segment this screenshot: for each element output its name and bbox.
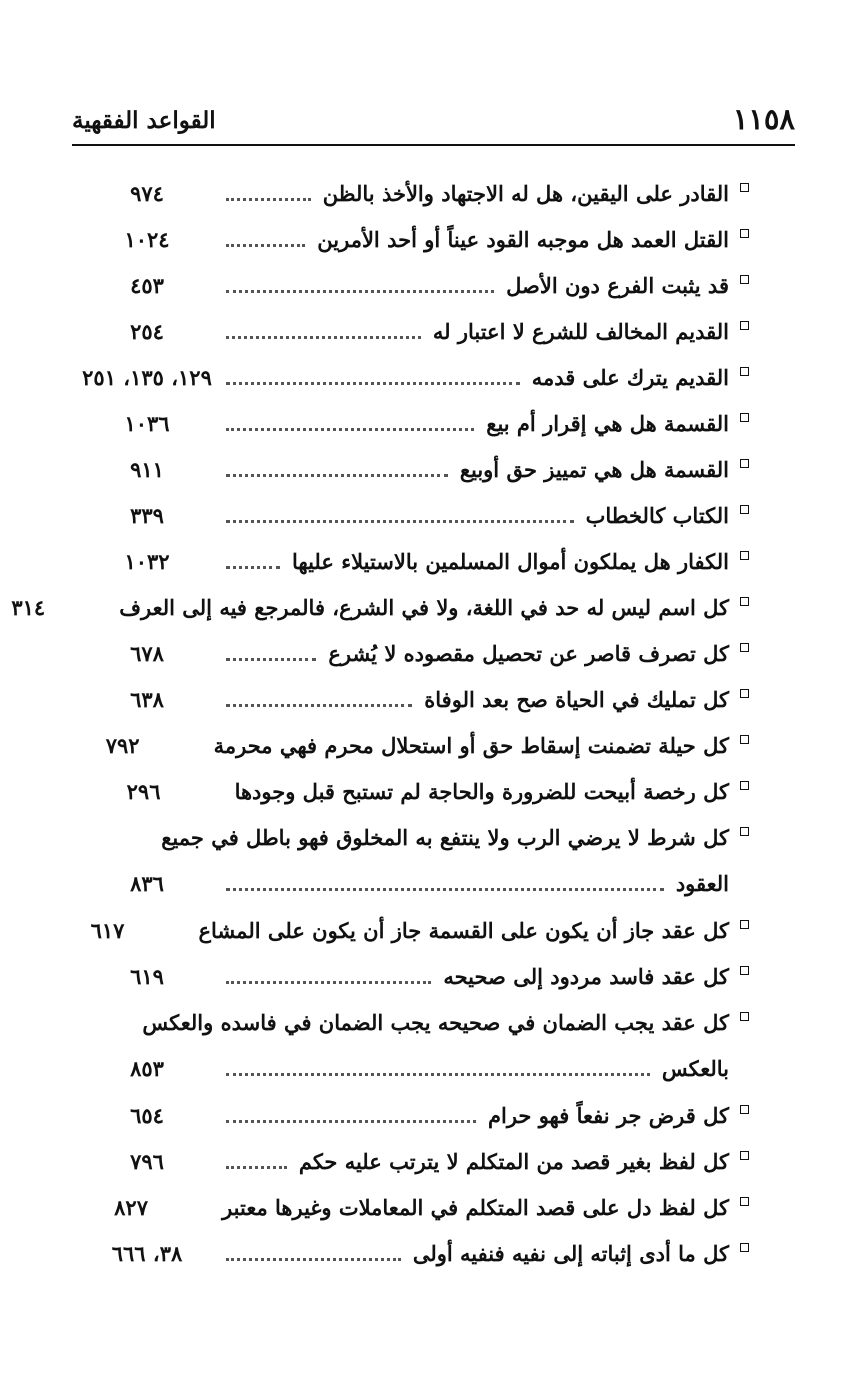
index-entries-list (11, 170, 749, 1276)
entry-line (72, 953, 729, 999)
page-reference: ٤٥٣ (130, 272, 164, 298)
index-entry (72, 492, 749, 538)
entry-line (72, 492, 729, 538)
dot-leader (226, 1120, 476, 1123)
entry-text: كل قرض جر نفعاً فهو حرام (480, 1103, 729, 1128)
dot-leader (226, 888, 664, 891)
index-entry (72, 1230, 749, 1276)
index-entry (72, 216, 749, 262)
page-reference: ٦٥٤ (130, 1102, 164, 1128)
dot-leader (226, 1073, 650, 1076)
index-entry (72, 1184, 749, 1230)
page-reference: ١٠٣٦ (124, 410, 170, 436)
entry-line (72, 354, 729, 400)
entry-text: قد يثبت الفرع دون الأصل (498, 273, 729, 298)
entry-text: كل عقد جاز أن يكون على القسمة جاز أن يكون على المشاع (191, 918, 729, 943)
page-reference: ٨٣٦ (130, 870, 164, 896)
square-bullet-icon (740, 1105, 749, 1114)
entry-line-continued (72, 1045, 729, 1091)
dot-leader (226, 704, 412, 707)
entry-text: كل اسم ليس له حد في اللغة، ولا في الشرع، فالمرجع فيه إلى العرف (111, 595, 729, 620)
page-reference: ٢٥٤ (130, 318, 164, 344)
entry-text: كل عقد فاسد مردود إلى صحيحه (435, 964, 729, 989)
index-entry (72, 1138, 749, 1184)
index-entry (72, 400, 749, 446)
square-bullet-icon (740, 413, 749, 422)
square-bullet-icon (740, 505, 749, 514)
entry-text: كل شرط لا يرضي الرب ولا ينتفع به المخلوق فهو باطل في جميع (153, 825, 729, 850)
square-bullet-icon (740, 597, 749, 606)
index-entry (72, 308, 749, 354)
square-bullet-icon (740, 920, 749, 929)
entry-line (72, 722, 729, 768)
entry-text: كل تمليك في الحياة صح بعد الوفاة (416, 687, 729, 712)
entry-text: كل عقد يجب الضمان في صحيحه يجب الضمان في فاسده والعكس (134, 1010, 729, 1035)
entry-line (72, 676, 729, 722)
dot-leader (226, 658, 316, 661)
entry-line (72, 170, 729, 216)
square-bullet-icon (740, 781, 749, 790)
entry-text: القديم يترك على قدمه (524, 365, 729, 390)
page-header (72, 92, 795, 146)
square-bullet-icon (740, 229, 749, 238)
page-reference: ٢٩٦ (126, 778, 161, 804)
square-bullet-icon (740, 1151, 749, 1160)
index-entry (72, 676, 749, 722)
dot-leader (226, 336, 421, 339)
entry-line (72, 999, 729, 1045)
dot-leader (226, 290, 494, 293)
entry-line (72, 262, 729, 308)
square-bullet-icon (740, 1243, 749, 1252)
index-entry (72, 768, 749, 814)
entry-line (72, 768, 729, 814)
square-bullet-icon (740, 689, 749, 698)
index-entry (72, 953, 749, 999)
square-bullet-icon (740, 551, 749, 560)
dot-leader (226, 981, 431, 984)
page-reference: ١٠٣٢ (124, 548, 170, 574)
entry-line (11, 584, 729, 630)
dot-leader (226, 566, 280, 569)
entry-text: كل لفظ بغير قصد من المتكلم لا يترتب عليه حكم (291, 1149, 729, 1174)
entry-line (72, 1092, 729, 1138)
index-entry (72, 170, 749, 216)
entry-text: القسمة هل هي إقرار أم بيع (478, 411, 729, 436)
page-reference: ٦١٩ (130, 963, 164, 989)
entry-line-continued (72, 860, 729, 906)
index-entry (72, 630, 749, 676)
page-reference: ٨٥٣ (130, 1055, 164, 1081)
entry-text: كل رخصة أبيحت للضرورة والحاجة لم تستبح قبل وجودها (227, 779, 729, 804)
entry-text: الكفار هل يملكون أموال المسلمين بالاستيلاء عليها (284, 549, 729, 574)
entry-line (72, 1138, 729, 1184)
square-bullet-icon (740, 1197, 749, 1206)
index-entry (72, 907, 749, 953)
square-bullet-icon (740, 735, 749, 744)
square-bullet-icon (740, 643, 749, 652)
square-bullet-icon (740, 966, 749, 975)
entry-line (72, 216, 729, 262)
entry-line (72, 308, 729, 354)
page-reference: ٦٣٨ (130, 686, 164, 712)
entry-line (72, 1230, 729, 1276)
page-reference: ٦١٧ (90, 917, 125, 943)
square-bullet-icon (740, 459, 749, 468)
square-bullet-icon (740, 183, 749, 192)
dot-leader (226, 474, 448, 477)
page-reference: ٩٧٤ (130, 180, 164, 206)
page-reference: ٣٨، ٦٦٦ (111, 1240, 183, 1266)
index-entry (72, 446, 749, 492)
dot-leader (226, 382, 520, 385)
page-reference: ١٠٢٤ (124, 226, 170, 252)
page-reference: ٧٩٦ (130, 1148, 164, 1174)
square-bullet-icon (740, 827, 749, 836)
dot-leader (226, 428, 474, 431)
square-bullet-icon (740, 321, 749, 330)
index-entry (72, 722, 749, 768)
entry-line (72, 1184, 729, 1230)
page-reference: ٣١٤ (11, 594, 46, 620)
entry-line (72, 907, 729, 953)
entry-text: كل تصرف قاصر عن تحصيل مقصوده لا يُشرع (320, 641, 729, 666)
index-entry (72, 354, 749, 400)
index-entry (72, 814, 749, 907)
entry-text-continued: العقود (668, 871, 729, 896)
entry-line (72, 446, 729, 492)
entry-text: كل لفظ دل على قصد المتكلم في المعاملات وغيرها معتبر (214, 1195, 729, 1220)
entry-text: القديم المخالف للشرع لا اعتبار له (425, 319, 729, 344)
entry-line (72, 538, 729, 584)
dot-leader (226, 198, 311, 201)
page-reference: ٦٧٨ (130, 640, 164, 666)
entry-text: القادر على اليقين، هل له الاجتهاد والأخذ بالظن (315, 181, 729, 206)
page-reference: ١٢٩، ١٣٥، ٢٥١ (82, 364, 212, 390)
index-entry (72, 262, 749, 308)
page-reference: ٧٩٢ (105, 732, 140, 758)
index-entry (72, 999, 749, 1092)
entry-line (72, 630, 729, 676)
entry-text: كل ما أدى إثباته إلى نفيه فنفيه أولى (405, 1241, 729, 1266)
entry-text: القسمة هل هي تمييز حق أوبيع (452, 457, 729, 482)
square-bullet-icon (740, 367, 749, 376)
page-reference: ٩١١ (130, 456, 164, 482)
dot-leader (226, 520, 574, 523)
page-reference: ٨٢٧ (114, 1194, 148, 1220)
dot-leader (226, 1166, 287, 1169)
entry-text: كل حيلة تضمنت إسقاط حق أو استحلال محرم فهي محرمة (206, 733, 729, 758)
book-title: القواعد الفقهية (72, 107, 216, 134)
dot-leader (226, 1258, 401, 1261)
square-bullet-icon (740, 275, 749, 284)
entry-line (72, 814, 729, 860)
dot-leader (226, 244, 305, 247)
page-reference: ٣٣٩ (130, 502, 164, 528)
entry-text-continued: بالعكس (654, 1056, 729, 1081)
entry-text: الكتاب كالخطاب (578, 503, 729, 528)
index-entry (72, 1092, 749, 1138)
index-entry (11, 584, 749, 630)
square-bullet-icon (740, 1012, 749, 1021)
entry-line (72, 400, 729, 446)
entry-text: القتل العمد هل موجبه القود عيناً أو أحد الأمرين (309, 227, 729, 252)
index-entry (72, 538, 749, 584)
page-number: ١١٥٨ (732, 102, 795, 136)
